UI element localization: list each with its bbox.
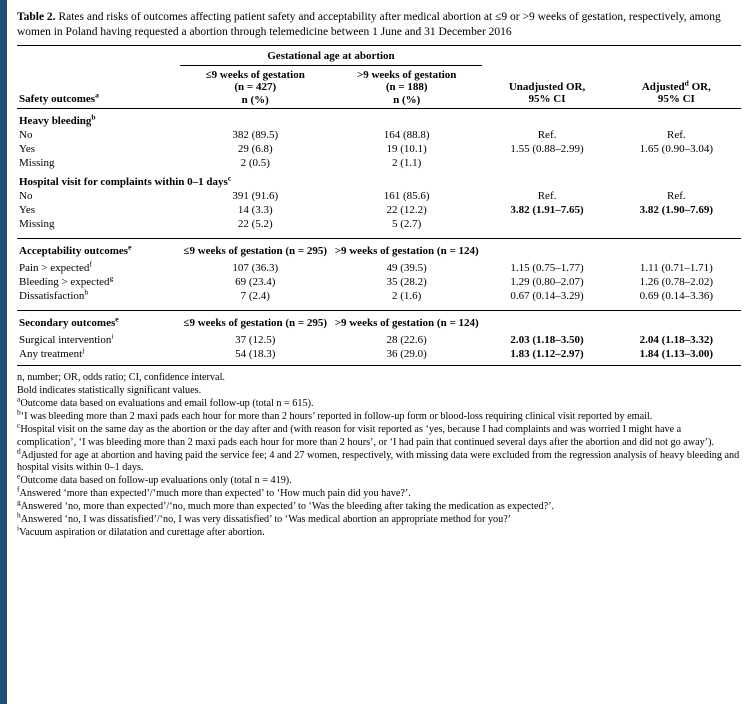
row-adjusted-or: 2.04 (1.18–3.32) bbox=[639, 334, 713, 347]
footnote-text: Outcome data based on follow-up evaluations only (total n = 419). bbox=[20, 475, 292, 487]
header-adjusted-sup: d bbox=[684, 78, 689, 88]
table-row bbox=[17, 347, 741, 361]
table-caption bbox=[17, 10, 741, 39]
row-value-gt9: 19 (10.1) bbox=[386, 143, 427, 156]
table-row bbox=[17, 189, 741, 203]
section-blank-unadj bbox=[482, 239, 611, 262]
row-adjusted-or: 3.82 (1.90–7.69) bbox=[639, 204, 713, 217]
header-adjusted-or bbox=[612, 46, 741, 109]
row-value-le9: 382 (89.5) bbox=[232, 129, 279, 142]
row-unadjusted-or: 2.03 (1.18–3.50) bbox=[510, 334, 584, 347]
header-adjusted-line2: 95% CI bbox=[657, 93, 695, 106]
subheader-right-line1: >9 weeks of gestation bbox=[356, 69, 457, 82]
group-heavy-bleeding-title-row bbox=[17, 109, 741, 129]
header-unadjusted-line1: Unadjusted OR, bbox=[508, 81, 586, 94]
section-blank-adj bbox=[612, 311, 741, 334]
row-value-gt9: 2 (1.6) bbox=[392, 290, 422, 303]
section-right-header: >9 weeks of gestation (n = 124) bbox=[334, 317, 479, 330]
row-value-le9: 14 (3.3) bbox=[237, 204, 273, 217]
section-title-text: Acceptability outcomes bbox=[19, 245, 129, 258]
subheader-left-line1: ≤9 weeks of gestation bbox=[205, 69, 305, 82]
footnote-marker: b bbox=[17, 407, 21, 417]
results-table bbox=[17, 45, 741, 366]
row-value-le9: 391 (91.6) bbox=[232, 190, 279, 203]
row-label-sup: f bbox=[89, 259, 92, 269]
footnote-item bbox=[17, 484, 741, 501]
row-label-text: Dissatisfaction bbox=[19, 290, 85, 303]
row-value-le9: 54 (18.3) bbox=[235, 348, 276, 361]
row-adjusted-or: 1.65 (0.90–3.04) bbox=[639, 143, 713, 156]
row-adjusted-or: 0.69 (0.14–3.36) bbox=[639, 290, 713, 303]
row-label: Missing bbox=[19, 157, 55, 170]
footnote-text: Bold indicates statistically significant values. bbox=[17, 385, 202, 397]
row-value-gt9: 5 (2.7) bbox=[392, 218, 422, 231]
section-title-secondary bbox=[17, 311, 180, 334]
section-blank-adj bbox=[612, 239, 741, 262]
subheader-right-line3: n (%) bbox=[393, 94, 421, 107]
section-header-acceptability bbox=[17, 239, 741, 262]
row-value-gt9: 22 (12.2) bbox=[386, 204, 427, 217]
footnote-text: Answered ‘no, I was dissatisfied’/‘no, I was very dissatisfied’ to ‘Was medical abortion an appropriate method for you?’ bbox=[20, 513, 512, 525]
footnote-item bbox=[17, 510, 741, 527]
footnote-marker: i bbox=[17, 523, 20, 533]
header-safety-sup: a bbox=[95, 90, 99, 100]
footnote-text: Hospital visit on the same day as the abortion or the day after and (with reason for visit reported as ‘yes, because I had complaints and was worried I might have a complication’, ‘I was bleeding more than 2 maxi pads each hour for more than 2 hours’, or ‘I had pain that continued several days after the abortion and did not go away’). bbox=[17, 423, 715, 448]
footnote-item bbox=[17, 523, 741, 540]
footnote-text: Answered ‘no, more than expected’/‘no, much more than expected’ to ‘Was the bleeding after taking the medication as expected?’. bbox=[20, 500, 555, 512]
section-right-header: >9 weeks of gestation (n = 124) bbox=[334, 245, 479, 258]
row-label: Yes bbox=[19, 143, 36, 156]
footnote-marker: f bbox=[17, 484, 20, 494]
subheader-left-line2: (n = 427) bbox=[234, 81, 277, 94]
footnote-text: Vacuum aspiration or dilatation and curettage after abortion. bbox=[19, 526, 265, 538]
header-safety-label: Safety outcomes bbox=[19, 93, 96, 106]
header-unadjusted-line2: 95% CI bbox=[528, 93, 566, 106]
row-label bbox=[17, 333, 180, 347]
row-adjusted-or: Ref. bbox=[667, 129, 686, 142]
section-left-header: ≤9 weeks of gestation (n = 295) bbox=[183, 317, 328, 330]
table-bottom-rule bbox=[17, 361, 741, 366]
row-label bbox=[17, 347, 180, 361]
row-value-le9: 2 (0.5) bbox=[240, 157, 270, 170]
footnote-marker: e bbox=[17, 471, 21, 481]
row-unadjusted-or: 0.67 (0.14–3.29) bbox=[510, 290, 584, 303]
row-adjusted-or bbox=[612, 156, 741, 170]
table-row bbox=[17, 128, 741, 142]
row-label: No bbox=[19, 190, 33, 203]
row-unadjusted-or: 3.82 (1.91–7.65) bbox=[510, 204, 584, 217]
row-label bbox=[17, 275, 180, 289]
row-unadjusted-or: 1.29 (0.80–2.07) bbox=[510, 276, 584, 289]
section-title-acceptability bbox=[17, 239, 180, 262]
footnote-text: n, number; OR, odds ratio; CI, confidence interval. bbox=[17, 372, 225, 384]
footnote-item bbox=[17, 471, 741, 488]
row-value-gt9: 2 (1.1) bbox=[392, 157, 422, 170]
row-adjusted-or: 1.26 (0.78–2.02) bbox=[639, 276, 713, 289]
section-header-secondary bbox=[17, 311, 741, 334]
row-value-le9: 22 (5.2) bbox=[237, 218, 273, 231]
row-label-sup: j bbox=[82, 345, 85, 355]
row-unadjusted-or: 1.83 (1.12–2.97) bbox=[510, 348, 584, 361]
table-row bbox=[17, 261, 741, 275]
group-hospital-visit-title-row bbox=[17, 170, 741, 189]
group-title-hospital-visit bbox=[17, 170, 741, 189]
footnote-marker: c bbox=[17, 420, 21, 430]
table-row bbox=[17, 203, 741, 217]
row-label-text: Bleeding > expected bbox=[19, 276, 110, 289]
subheader-right-line2: (n = 188) bbox=[385, 81, 428, 94]
row-unadjusted-or bbox=[482, 156, 611, 170]
row-label bbox=[17, 261, 180, 275]
row-value-gt9: 164 (88.8) bbox=[383, 129, 430, 142]
footnote-marker: d bbox=[17, 446, 21, 456]
section-title-text: Secondary outcomes bbox=[19, 317, 116, 330]
row-unadjusted-or: Ref. bbox=[537, 190, 557, 203]
row-value-le9: 107 (36.3) bbox=[232, 262, 279, 275]
row-value-le9: 37 (12.5) bbox=[235, 334, 276, 347]
row-label: Yes bbox=[19, 204, 36, 217]
row-unadjusted-or: 1.55 (0.88–2.99) bbox=[510, 143, 584, 156]
caption-text: Rates and risks of outcomes affecting patient safety and acceptability after medical abortion at ≤9 or >9 weeks of gestation, respectively, among women in Poland having requested a abortion through telemedicine between 1 June and 31 December 2016 bbox=[17, 11, 721, 38]
footnote-item bbox=[17, 394, 741, 411]
row-value-le9: 7 (2.4) bbox=[240, 290, 270, 303]
footnote-text: Adjusted for age at abortion and having paid the service fee; 4 and 27 women, respectively, with missing data were excluded from the regression analysis of heavy bleeding and hospital visits within 0–1 days. bbox=[17, 449, 740, 474]
subheader-left-line3: n (%) bbox=[241, 94, 269, 107]
row-adjusted-or: 1.84 (1.13–3.00) bbox=[639, 348, 713, 361]
header-adjusted-line1 bbox=[614, 78, 739, 94]
row-value-gt9: 49 (39.5) bbox=[386, 262, 427, 275]
row-label bbox=[17, 289, 180, 303]
section-title-sup: e bbox=[115, 314, 119, 324]
row-unadjusted-or: Ref. bbox=[537, 129, 557, 142]
footnote-item bbox=[17, 407, 741, 424]
footnote-marker: g bbox=[17, 497, 21, 507]
table-header-row bbox=[17, 46, 741, 66]
spacer bbox=[17, 231, 741, 239]
caption-label: Table 2. bbox=[17, 11, 56, 23]
table-row bbox=[17, 289, 741, 303]
footnotes bbox=[17, 372, 741, 539]
header-unadjusted-or bbox=[482, 46, 611, 109]
subheader-left bbox=[180, 66, 331, 109]
footnote-marker: a bbox=[17, 394, 21, 404]
row-adjusted-or: Ref. bbox=[667, 190, 686, 203]
row-adjusted-or bbox=[612, 217, 741, 231]
footnote-item bbox=[17, 497, 741, 514]
row-unadjusted-or bbox=[482, 217, 611, 231]
footnote-text: ‘I was bleeding more than 2 maxi pads each hour for more than 2 hours’ reported in follow-up form or blood-loss requiring clinical visit reported by email. bbox=[20, 410, 653, 422]
table-row bbox=[17, 142, 741, 156]
row-value-gt9: 36 (29.0) bbox=[386, 348, 427, 361]
row-label-text: Pain > expected bbox=[19, 262, 90, 275]
row-adjusted-or: 1.11 (0.71–1.71) bbox=[639, 262, 713, 275]
table-row bbox=[17, 217, 741, 231]
row-unadjusted-or: 1.15 (0.75–1.77) bbox=[510, 262, 584, 275]
row-label-sup: g bbox=[109, 273, 114, 283]
group-title-sup: b bbox=[91, 112, 96, 122]
footnote-text: Outcome data based on evaluations and email follow-up (total n = 615). bbox=[20, 398, 314, 410]
footnote-item bbox=[17, 372, 741, 385]
footnote-text: Answered ‘more than expected’/‘much more than expected’ to ‘How much pain did you have?’. bbox=[19, 488, 411, 500]
row-label-sup: i bbox=[111, 331, 114, 341]
footnote-item bbox=[17, 420, 741, 450]
footnote-marker: h bbox=[17, 510, 21, 520]
row-value-gt9: 161 (85.6) bbox=[383, 190, 430, 203]
row-label-text: Surgical intervention bbox=[19, 334, 112, 347]
group-title-text: Heavy bleeding bbox=[19, 115, 92, 128]
row-value-gt9: 28 (22.6) bbox=[386, 334, 427, 347]
header-gestational-age: Gestational age at abortion bbox=[180, 46, 483, 66]
section-blank-unadj bbox=[482, 311, 611, 334]
footnote-item bbox=[17, 385, 741, 398]
section-left-header: ≤9 weeks of gestation (n = 295) bbox=[183, 245, 328, 258]
subheader-right bbox=[331, 66, 482, 109]
row-value-gt9: 35 (28.2) bbox=[386, 276, 427, 289]
row-label: Missing bbox=[19, 218, 55, 231]
footnote-item bbox=[17, 446, 741, 476]
group-title-text: Hospital visit for complaints within 0–1 days bbox=[19, 176, 228, 189]
row-value-le9: 29 (6.8) bbox=[237, 143, 273, 156]
row-label-text: Any treatment bbox=[19, 348, 83, 361]
row-label: No bbox=[19, 129, 33, 142]
row-label-sup: h bbox=[84, 287, 89, 297]
header-adjusted-word: Adjusted bbox=[641, 81, 685, 94]
section-title-sup: e bbox=[128, 242, 132, 252]
spacer bbox=[17, 303, 741, 311]
table-row bbox=[17, 156, 741, 170]
header-adjusted-or-text: OR, bbox=[688, 81, 711, 94]
header-safety-outcomes bbox=[17, 46, 180, 109]
table-row bbox=[17, 333, 741, 347]
group-title-heavy-bleeding bbox=[17, 109, 741, 129]
row-value-le9: 69 (23.4) bbox=[235, 276, 276, 289]
group-title-sup: c bbox=[227, 173, 232, 183]
table-row bbox=[17, 275, 741, 289]
